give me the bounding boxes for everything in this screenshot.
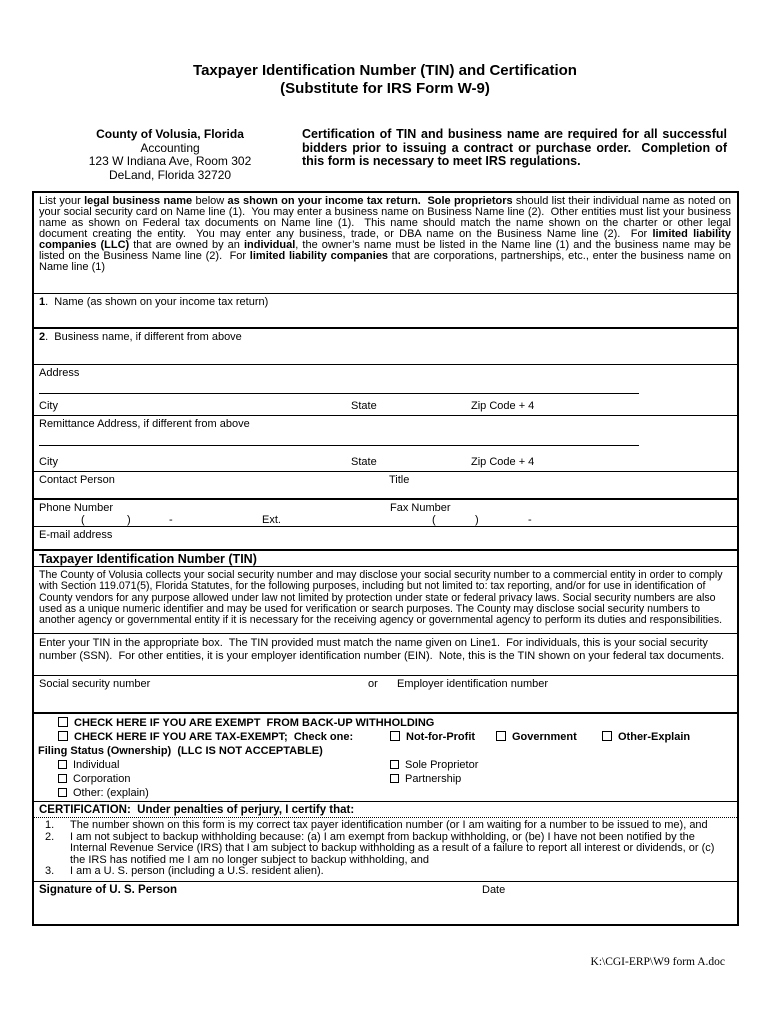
certification-item-text: The number shown on this form is my correct tax payer identification number (or I am waiting for a number to be issued to me), and — [70, 819, 708, 831]
not-for-profit-label: Not-for-Profit — [406, 731, 476, 743]
intro-instructions: List your legal business name below as shown on your income tax return. Sole proprietors should list their individual name as noted on your social security card on Name line (1). You may enter a business name on Business Name line (2). Other entities must list your business name as shown on Federal tax documents on Name line (1). This name should match the name shown on the charter or other legal document creating the entity. You may enter any business, trade, or DBA name on the Business Name line (2). For limited liability companies (LLC) that are owned by an individual, the owner’s name must be listed in the Name line (1) and the business name may be listed on the Business Name line (2). For limited liability companies that are corporations, partnerships, etc., enter the business name on Name line (1) — [39, 195, 735, 273]
filing-status-row-3 — [34, 787, 737, 801]
certification-item-number: 3. — [45, 865, 55, 878]
fax-number-label: Fax Number — [390, 502, 451, 514]
corporation-label: Corporation — [73, 773, 131, 785]
backup-withholding-exempt-checkbox[interactable] — [58, 717, 68, 727]
field-signature[interactable] — [34, 881, 737, 924]
field-name-label: . Name (as shown on your income tax return) — [45, 296, 269, 308]
government-label: Government — [512, 731, 577, 743]
agency-street: 123 W Indiana Ave, Room 302 — [88, 154, 252, 168]
other-explain-label: Other-Explain — [618, 731, 691, 743]
tax-exempt-checkbox[interactable] — [58, 731, 68, 741]
partnership-option — [390, 773, 461, 786]
remittance-label: Remittance Address, if different from above — [39, 418, 250, 430]
certification-item-number: 1. — [45, 819, 55, 831]
field-email[interactable] — [34, 526, 737, 549]
agency-city: DeLand, Florida 32720 — [108, 167, 232, 182]
remittance-state-label: State — [351, 456, 377, 468]
backup-withholding-exempt-label: CHECK HERE IF YOU ARE EXEMPT FROM BACK-UP WITHHOLDING — [74, 717, 435, 729]
individual-checkbox[interactable] — [58, 760, 67, 769]
agency-address-block — [45, 128, 295, 182]
certification-heading: CERTIFICATION: Under penalties of perjury, I certify that: — [34, 801, 737, 818]
phone-ext-label: Ext. — [262, 514, 281, 526]
fax-open-paren: ( — [432, 514, 436, 526]
partnership-label: Partnership — [405, 773, 462, 785]
not-for-profit-option — [390, 731, 475, 744]
field-address-block[interactable] — [34, 364, 737, 415]
filing-status-heading: Filing Status (Ownership) (LLC IS NOT ACCEPTABLE) — [38, 745, 323, 757]
field-remittance-block[interactable] — [34, 415, 737, 471]
sole-proprietor-checkbox[interactable] — [390, 760, 399, 769]
certification-item-text: I am not subject to backup withholding because: (a) I am exempt from backup withholding, or (be) I have not been notified by the Internal Revenue Service (IRS) that I am subject to backup withholding as a result of a failure to report all interest or dividends, or (c) the IRS has notified me I am no longer subject to backup withholding, and — [70, 830, 715, 866]
field-business-name[interactable] — [34, 327, 737, 364]
certification-item-number: 2. — [45, 830, 55, 843]
sole-proprietor-option — [390, 759, 478, 772]
other-explain-checkbox[interactable] — [602, 731, 612, 741]
filing-status-row-1 — [34, 759, 737, 773]
phone-dash: - — [169, 514, 173, 526]
certification-requirement-note: Certification of TIN and business name are required for all successful bidders prior to issuing a contract or purchase order. Completion of this form is necessary to meet IRS regulations. — [302, 127, 731, 168]
address-label: Address — [39, 367, 80, 379]
document-file-path: K:\CGI-ERP\W9 form A.doc — [590, 956, 725, 968]
field-business-number: 2 — [39, 331, 46, 343]
certification-item — [34, 832, 737, 867]
field-ssn-ein[interactable] — [34, 675, 737, 712]
field-name-number: 1 — [39, 296, 46, 308]
fax-dash: - — [528, 514, 532, 526]
tax-exempt-row — [34, 731, 737, 745]
not-for-profit-checkbox[interactable] — [390, 731, 400, 741]
sole-proprietor-label: Sole Proprietor — [405, 759, 479, 771]
date-label: Date — [482, 884, 506, 896]
tin-section-heading: Taxpayer Identification Number (TIN) — [34, 549, 737, 566]
other-filing-label: Other: (explain) — [73, 787, 149, 799]
or-label: or — [368, 678, 378, 690]
form-title — [0, 62, 770, 98]
signature-label: Signature of U. S. Person — [39, 884, 178, 896]
exemption-filing-status-section — [34, 712, 737, 801]
state-label: State — [351, 400, 377, 412]
agency-department: Accounting — [140, 140, 200, 155]
backup-withholding-exempt-row — [34, 717, 737, 731]
government-checkbox[interactable] — [496, 731, 506, 741]
form-title-line2: (Substitute for IRS Form W-9) — [280, 80, 490, 97]
remittance-write-line[interactable] — [39, 445, 639, 446]
remittance-zip-label: Zip Code + 4 — [471, 456, 535, 468]
phone-number-label: Phone Number — [39, 502, 113, 514]
remittance-city-label: City — [39, 456, 58, 468]
ssn-label: Social security number — [39, 678, 151, 690]
tin-instructions: Enter your TIN in the appropriate box. The TIN provided must match the name given on Line1. For individuals, this is your social security number (SSN). For other entities, it is your employer identification number (EIN). Note, this is the TIN shown on your federal tax documents. — [34, 633, 737, 675]
contact-person-label: Contact Person — [39, 474, 115, 486]
form-table — [32, 191, 739, 926]
certification-list — [34, 818, 737, 881]
partnership-checkbox[interactable] — [390, 774, 399, 783]
certification-item-text: I am a U. S. person (including a U.S. resident alien). — [70, 865, 324, 878]
form-title-line1: Taxpayer Identification Number (TIN) and Certification — [193, 62, 577, 79]
tax-exempt-label: CHECK HERE IF YOU ARE TAX-EXEMPT; Check one: — [74, 731, 354, 743]
address-write-line[interactable] — [39, 393, 639, 394]
field-business-label: . Business name, if different from above — [45, 331, 242, 343]
ein-label: Employer identification number — [397, 678, 549, 690]
phone-close-paren: ) — [127, 514, 131, 526]
agency-name: County of Volusia, Florida — [96, 127, 244, 141]
zip-label: Zip Code + 4 — [471, 400, 535, 412]
fax-close-paren: ) — [475, 514, 479, 526]
city-label: City — [39, 400, 58, 412]
field-phone-fax[interactable] — [34, 498, 737, 526]
individual-label: Individual — [73, 759, 120, 771]
form-header — [45, 128, 738, 182]
title-label: Title — [389, 474, 410, 486]
field-contact-person[interactable] — [34, 471, 737, 498]
certification-item — [34, 866, 737, 878]
corporation-checkbox[interactable] — [58, 774, 67, 783]
ssn-privacy-notice: The County of Volusia collects your social security number and may disclose your social security number to a commercial entity in order to comply with Section 119.071(5), Florida Statutes, for the following purposes, including but not limited to: tax reporting, and/or for use in identification of County vendors for any purpose allowed under law not limited by protection under state or federal privacy laws. Social security numbers are also used as a unique numeric identifier and may be used for verification or search purposes. The County may disclose social security numbers to another agency or governmental entity if it is necessary for the receiving agency or governmental agency to perform its duties and responsibilities. — [34, 566, 737, 633]
other-explain-option — [602, 731, 690, 744]
filing-status-row-2 — [34, 773, 737, 787]
field-name[interactable] — [34, 293, 737, 327]
phone-open-paren: ( — [81, 514, 85, 526]
email-label: E-mail address — [39, 529, 113, 541]
other-filing-checkbox[interactable] — [58, 788, 67, 797]
government-option — [496, 731, 577, 744]
